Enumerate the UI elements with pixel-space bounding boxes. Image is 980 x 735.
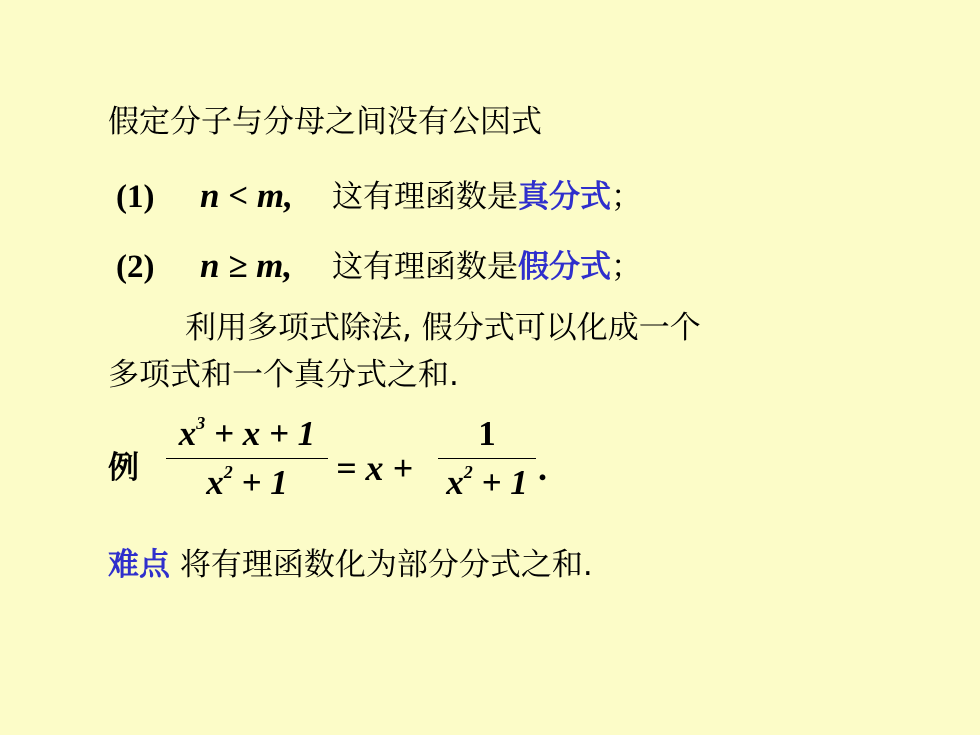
division-line-2: 多项式和一个真分式之和.	[108, 357, 459, 393]
case-2-label: (2)	[116, 249, 155, 285]
rhs-denominator: $x^2 + 1$	[446, 462, 528, 502]
case-1-term: 真分式	[518, 179, 611, 215]
intro-text: 假定分子与分母之间没有公因式	[108, 104, 542, 140]
case-1-label: (1)	[116, 179, 155, 215]
case-1	[116, 176, 642, 217]
difficulty-text: 将有理函数化为部分分式之和.	[179, 547, 593, 583]
case-1-text: 这有理函数是	[332, 179, 518, 215]
rhs-numerator: 1	[478, 414, 496, 453]
lhs-numerator: $x^3 + x + 1$	[178, 413, 316, 453]
rhs-fraction	[438, 414, 536, 503]
case-2-term: 假分式	[518, 249, 611, 285]
case-1-end: ；	[611, 179, 642, 215]
equation-middle: = x +	[336, 448, 414, 488]
lhs-denominator: $x^2 + 1$	[206, 462, 288, 502]
division-line-1: 利用多项式除法, 假分式可以化成一个	[185, 310, 701, 346]
example-equation	[108, 412, 578, 522]
case-2	[116, 246, 642, 287]
example-label: 例	[108, 450, 139, 486]
case-2-condition: n ≥ m,	[200, 246, 293, 285]
lhs-fraction-bar	[166, 458, 328, 459]
case-2-end: ；	[611, 249, 642, 285]
difficulty-label: 难点	[108, 547, 170, 583]
case-1-condition: n < m,	[200, 176, 293, 215]
equation-period: .	[538, 448, 547, 488]
rhs-fraction-bar	[438, 458, 536, 459]
case-2-text: 这有理函数是	[332, 249, 518, 285]
lhs-fraction	[166, 414, 328, 503]
difficulty-line	[108, 545, 593, 585]
